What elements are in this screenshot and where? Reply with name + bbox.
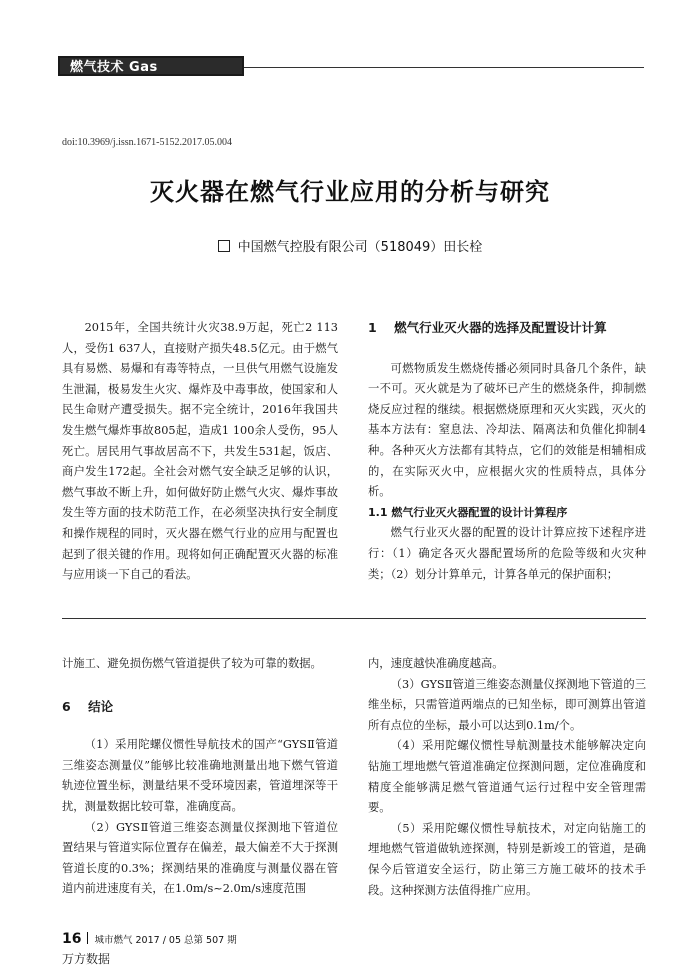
conclusion-item: （4）采用陀螺仪惯性导航测量技术能够解决定向钻施工埋地燃气管道准确定位探测问题，定位准确度和精度全能够满足燃气管道通气运行过程中安全管理需要。: [368, 739, 646, 815]
conclusion-column: [62, 654, 338, 900]
doi: doi:10.3969/j.issn.1671-5152.2017.05.004: [62, 137, 233, 148]
section1-heading: [368, 318, 646, 339]
conclusion-item: （1）采用陀螺仪惯性导航技术的国产“GYSⅡ管道三维姿态测量仪”能够比较准确地测量出地下燃气管道轨迹位置坐标，测量结果不受环境因素，管道埋深等干扰，测量数据比较可靠，准确度高。: [62, 738, 338, 813]
intro-paragraph: 2015年，全国共统计火灾38.9万起，死亡2 113人，受伤1 637人，直接财产损失48.5亿元。由于燃气具有易燃、易爆和有毒等特点，一旦供气用燃气设施发生泄漏，极易发生火灾、爆炸及中毒事故，使国家和人民生命财产遭受损失。据不完全统计，2016年我国共发生燃气爆炸事故805起，造成1 100余人受伤，95人死亡。居民用气事故居高不下，共发生531起，饭店、商户发生172起。全社会对燃气安全缺乏足够的认识，燃气事故不断上升，如何做好防止燃气火灾、爆炸事故发生等方面的技术防范工作，在必须坚决执行安全制度和操作规程的同时，灭火器在燃气行业的应用与配置也起到了很关键的作用。现将如何正确配置灭火器的标准与应用谈一下自己的看法。: [62, 321, 338, 582]
footer-divider: [87, 932, 88, 944]
conclusion-heading: [62, 697, 338, 718]
section-banner-label: 燃气技术 Gas Technology: [70, 60, 158, 95]
intro-column: [62, 318, 338, 586]
author-text: 中国燃气控股有限公司（518049）田长栓: [237, 240, 483, 255]
column-separator: [62, 618, 646, 619]
conclusion-item: （3）GYSⅡ管道三维姿态测量仪探测地下管道的三维坐标，只需管道两端点的已知坐标，即可测算出管道所有点位的坐标，最小可以达到0.1m/个。: [368, 677, 646, 732]
continued-text-right: 内，速度越快准确度越高。: [368, 657, 504, 670]
conclusion-number: 6: [62, 698, 71, 714]
article-title: 灭火器在燃气行业应用的分析与研究: [150, 177, 550, 206]
subsection-heading: 1.1 燃气行业灭火器配置的设计计算程序: [368, 505, 568, 519]
conclusion-title: 结论: [88, 698, 114, 714]
subsection-paragraph: 燃气行业灭火器的配置的设计计算应按下述程序进行：（1）确定各灭火器配置场所的危险等级和火灾种类；（2）划分计算单元，计算各单元的保护面积；: [368, 526, 646, 581]
section1-paragraph: 可燃物质发生燃烧传播必须同时具备几个条件，缺一不可。灭火就是为了破坏已产生的燃烧条件，抑制燃烧反应过程的继续。根据燃烧原理和灭火实践，灭火的基本方法有：窒息法、冷却法、隔离法和负催化抑制4种。各种灭火方法都有其特点，它们的效能是相辅相成的，在实际灭火中，应根据火灾的性质特点，具体分析。: [368, 361, 646, 499]
square-icon: [218, 240, 230, 252]
page-number: 16: [62, 931, 82, 947]
watermark: 万方数据: [62, 952, 111, 966]
section-banner: [58, 56, 244, 95]
header-rule: [244, 67, 644, 68]
section1-column: [368, 318, 646, 585]
section1-title: 燃气行业灭火器的选择及配置设计计算: [394, 320, 607, 335]
journal-info: 城市燃气 2017 / 05 总第 507 期: [94, 935, 237, 946]
conclusion-item: （2）GYSⅡ管道三维姿态测量仪探测地下管道位置结果与管道实际位置存在偏差，最大偏差不大于探测管道长度的0.3%；探测结果的准确度与测量仪器在管道内前进速度有关，在1.0m/s~2.0m/s速度范围: [62, 820, 338, 896]
continued-text: 计施工、避免损伤燃气管道提供了较为可靠的数据。: [62, 657, 322, 670]
section1-number: 1: [368, 320, 377, 335]
conclusion-right-column: [368, 654, 646, 901]
author-line: [0, 236, 700, 255]
conclusion-item: （5）采用陀螺仪惯性导航技术，对定向钻施工的埋地燃气管道做轨迹探测，特别是新竣工的管道，是确保今后管道安全运行，防止第三方施工破坏的技术手段。这种探测方法值得推广应用。: [368, 821, 646, 897]
page-footer: [62, 931, 237, 947]
